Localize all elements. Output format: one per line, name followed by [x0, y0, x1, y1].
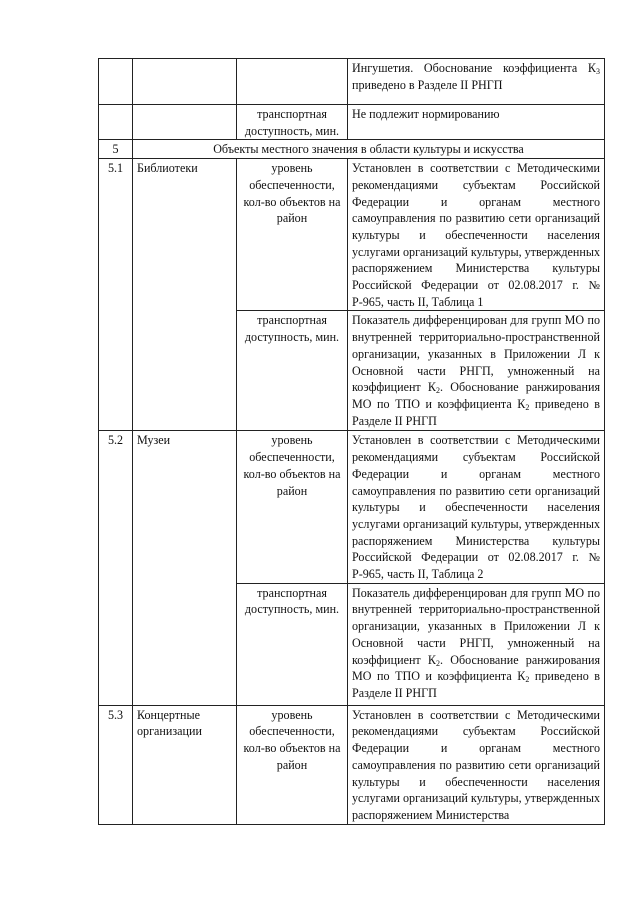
- description-text: приведено в Разделе II РНГП: [352, 669, 600, 700]
- description-text: . Обоснование ранжирования МО по ТПО и коэффициента К: [352, 380, 601, 411]
- table-row: [99, 59, 605, 105]
- subscript: 2: [525, 675, 530, 685]
- indicator-cell: транспортная доступность, мин.: [237, 311, 348, 431]
- indicator-cell: транспортная доступность, мин.: [237, 583, 348, 705]
- table-row: [99, 159, 605, 311]
- description-text: . Обоснование ранжирования МО по ТПО и коэффициента К: [352, 652, 601, 684]
- description-cell: [348, 311, 605, 431]
- description-text: Ингушетия. Обоснование коэффициента К: [352, 61, 596, 75]
- subscript: 2: [436, 658, 440, 668]
- standards-table: [98, 58, 605, 825]
- indicator-cell: уровень обеспеченности, кол-во объектов на район: [237, 431, 348, 583]
- description-cell: [348, 583, 605, 705]
- name-cell: [133, 59, 237, 105]
- description-cell: Установлен в соответствии с Методическими рекомендациями субъектам Российской Федерации и органам местного самоуправления по развитию сети организаций культуры и обеспеченности населения услугами организаций культуры, утвержденных распоряжением Министерства: [348, 705, 605, 824]
- description-text: Показатель дифференцирован для групп МО по внутренней территориально-пространственной организации, указанных в Приложении Л к Основной части РНГП, умноженный на коэффициент К: [352, 313, 600, 395]
- num-cell: [99, 59, 133, 105]
- indicator-cell: транспортная доступность, мин.: [237, 105, 348, 140]
- table-row: [99, 431, 605, 583]
- item-name: Музеи: [133, 431, 237, 705]
- item-name: Концертные организации: [133, 705, 237, 824]
- section-row: [99, 140, 605, 159]
- description-text: приведено в Разделе II РНГП: [352, 77, 503, 92]
- description-cell: Установлен в соответствии с Методическими рекомендациями субъектам Российской Федерации и органам местного самоуправления по развитию сети организаций культуры и обеспеченности населения услугами организаций культуры, утвержденных распоряжением Министерства культуры Российской Федерации от 02.08.2017 г. № Р-965, часть II, Таблица 1: [348, 159, 605, 311]
- table-row: [99, 705, 605, 824]
- subscript: 2: [525, 402, 530, 412]
- subscript: 3: [596, 67, 600, 76]
- description-text: Показатель дифференцирован для групп МО по внутренней территориально-пространственной организации, указанных в Приложении Л к Основной части РНГП, умноженный на коэффициент К: [352, 585, 600, 667]
- description-cell: Не подлежит нормированию: [348, 105, 605, 140]
- description-cell: [348, 59, 605, 105]
- subscript: 2: [436, 386, 440, 396]
- item-number: 5.3: [99, 705, 133, 824]
- description-cell: Установлен в соответствии с Методическими рекомендациями субъектам Российской Федерации и органам местного самоуправления по развитию сети организаций культуры и обеспеченности населения услугами организаций культуры, утвержденных распоряжением Министерства культуры Российской Федерации от 02.08.2017 г. № Р-965, часть II, Таблица 2: [348, 431, 605, 583]
- indicator-cell: уровень обеспеченности, кол-во объектов на район: [237, 159, 348, 311]
- section-number: 5: [99, 140, 133, 159]
- item-number: 5.2: [99, 431, 133, 705]
- indicator-cell: [237, 59, 348, 105]
- name-cell: [133, 105, 237, 140]
- section-title: Объекты местного значения в области культуры и искусства: [133, 140, 605, 159]
- item-name: Библиотеки: [133, 159, 237, 431]
- description-text: приведено в Разделе II РНГП: [352, 396, 600, 428]
- table-row: [99, 105, 605, 140]
- num-cell: [99, 105, 133, 140]
- item-number: 5.1: [99, 159, 133, 431]
- indicator-cell: уровень обеспеченности, кол-во объектов на район: [237, 705, 348, 824]
